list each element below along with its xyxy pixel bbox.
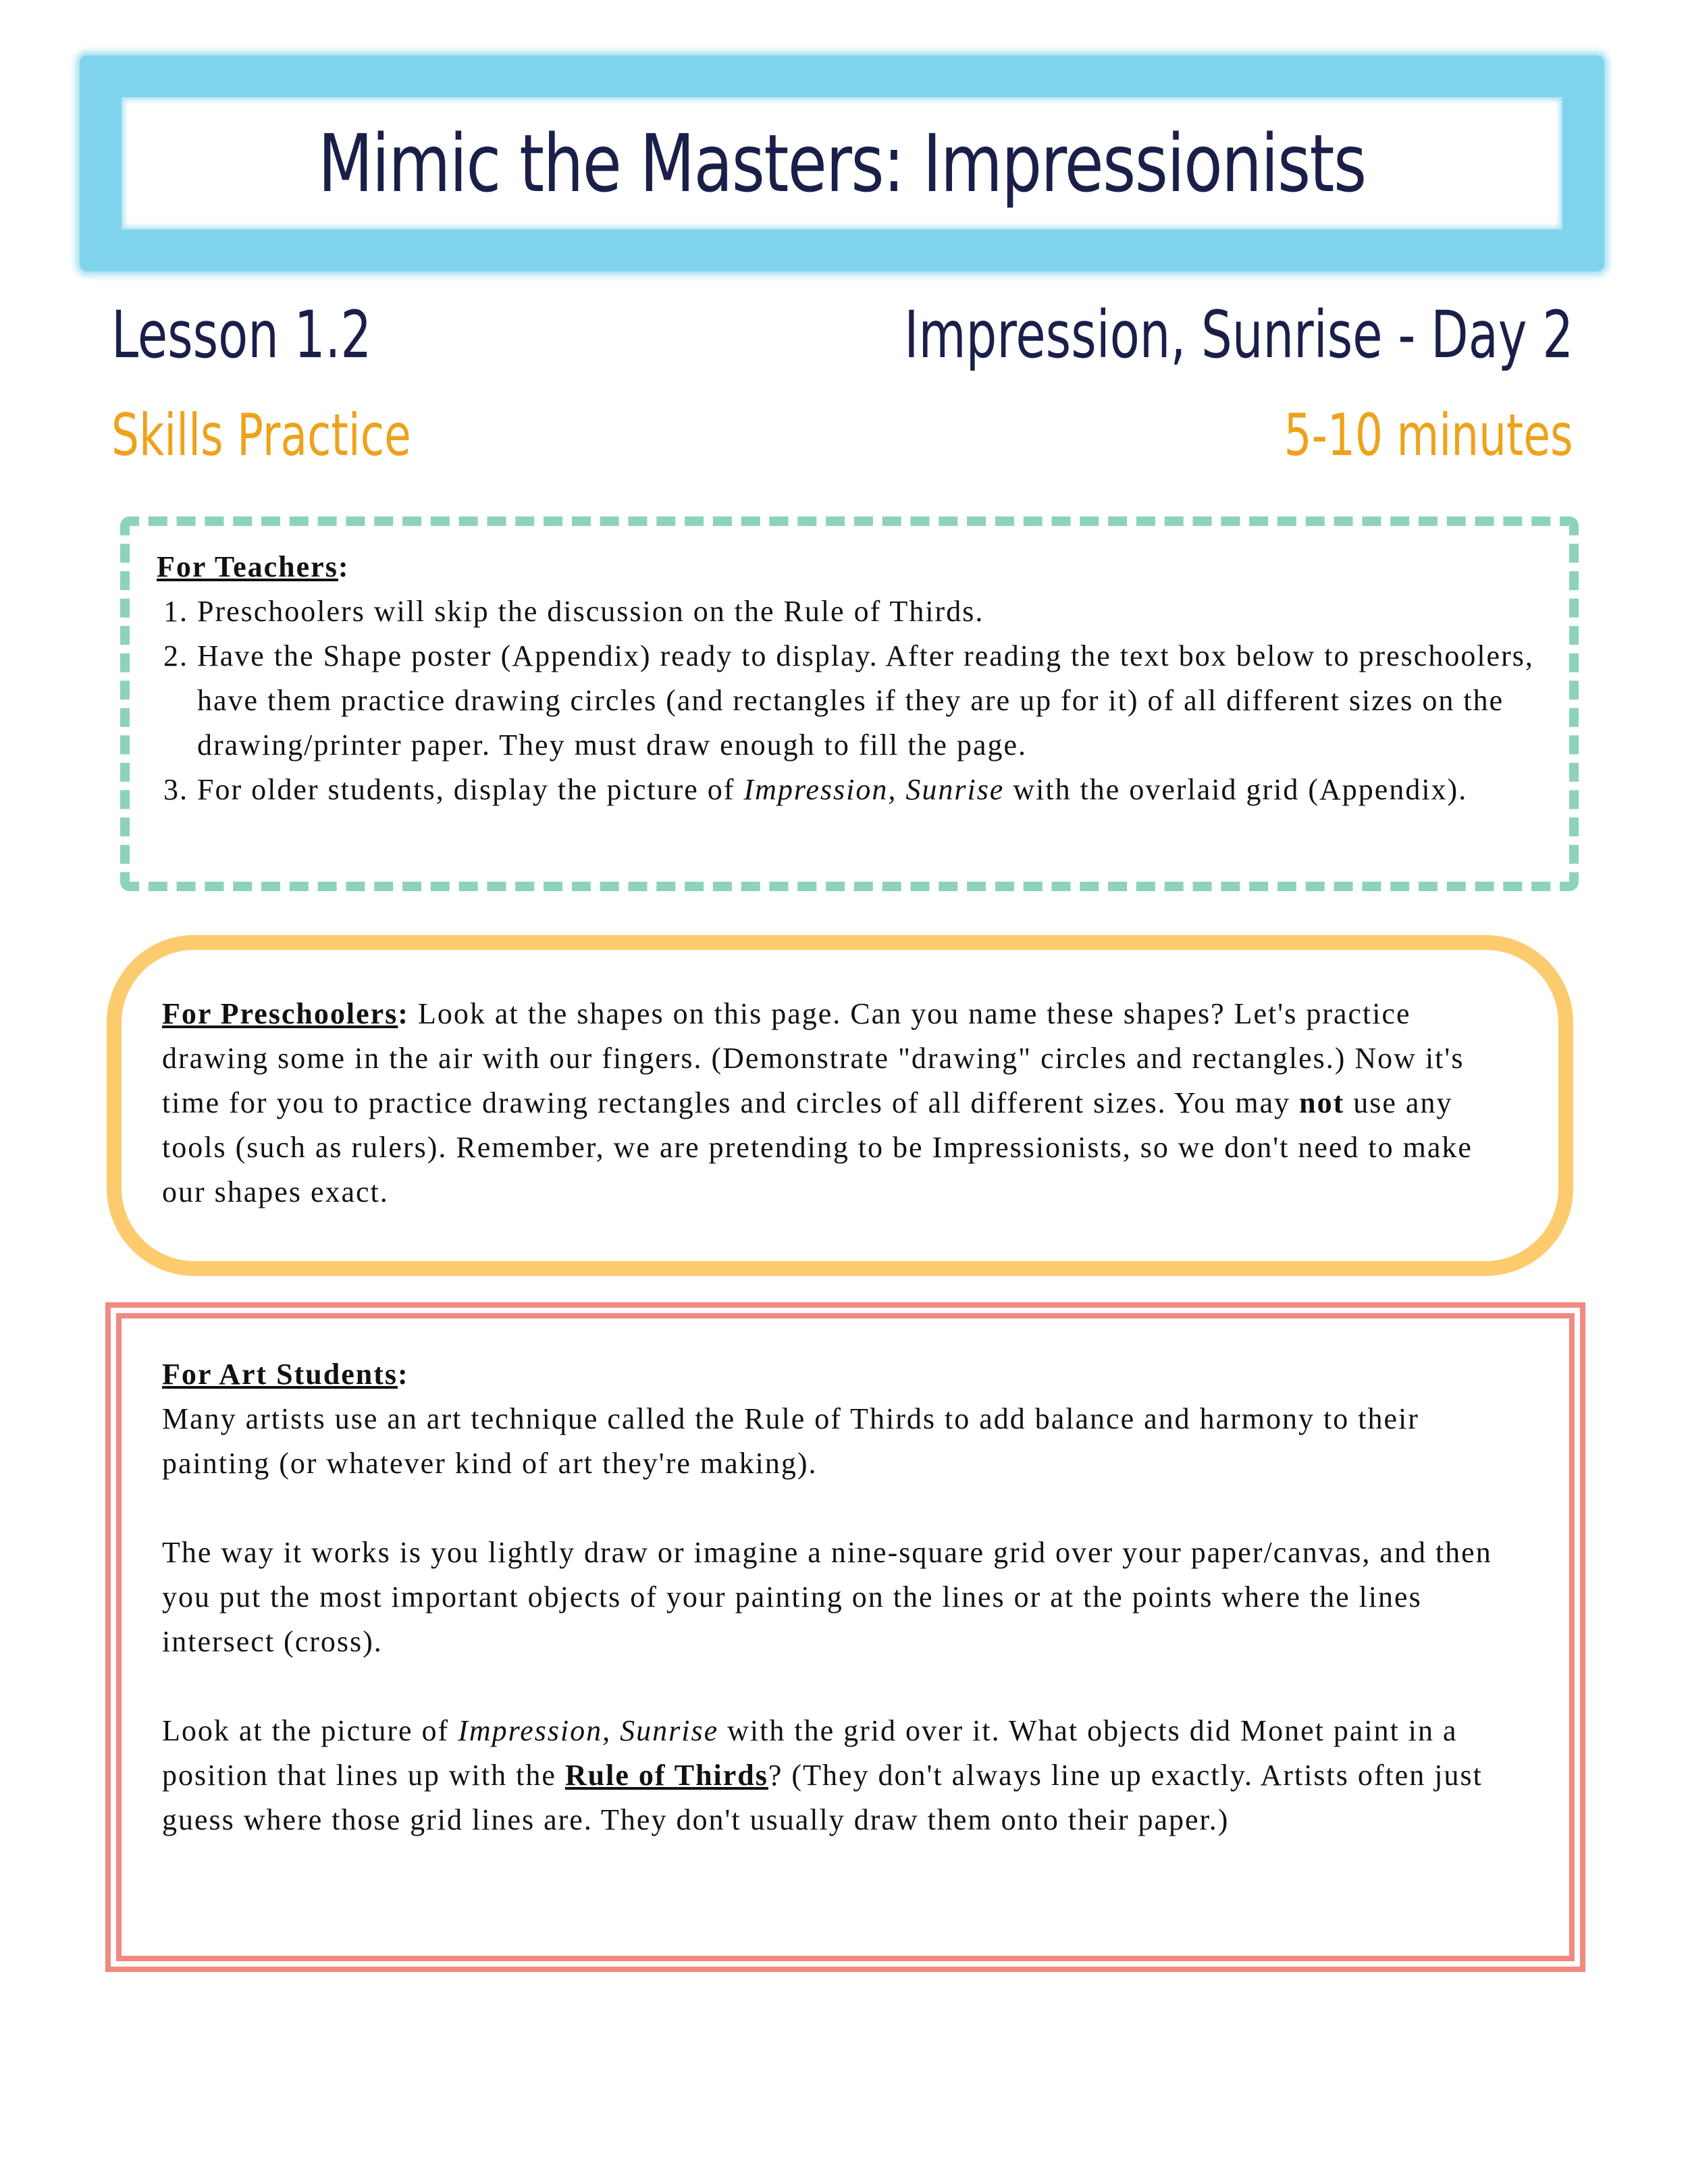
page-title: Mimic the Masters: Impressionists bbox=[318, 117, 1366, 210]
text: Look at the picture of bbox=[162, 1714, 458, 1747]
painting-title: Impression, Sunrise bbox=[743, 773, 1005, 806]
duration: 5-10 minutes bbox=[1284, 402, 1573, 469]
lesson-number: Lesson 1.2 bbox=[111, 297, 372, 373]
teachers-list bbox=[157, 589, 1542, 812]
paragraph: The way it works is you lightly draw or imagine a nine-square grid over your paper/canvas, and then you put the most important objects of your painting on the lines or at the points where the lines intersect (cross). bbox=[162, 1536, 1492, 1658]
preschoolers-box bbox=[107, 935, 1573, 1276]
list-item: 2. Have the Shape poster (Appendix) ready to display. After reading the text box below to preschoolers, have them practice drawing circles (and rectangles if they are up for it) of all different sizes on the drawing/printer paper. They must draw enough to fill the page. bbox=[197, 634, 1542, 768]
text: For older students, display the picture of bbox=[197, 773, 744, 806]
art-heading: For Art Students bbox=[162, 1358, 398, 1391]
list-item: 1. Preschoolers will skip the discussion on the Rule of Thirds. bbox=[197, 589, 1542, 634]
art-students-box bbox=[116, 1313, 1575, 1961]
paragraph: Many artists use an art technique called the Rule of Thirds to add balance and harmony to their painting (or whatever kind of art they're making). bbox=[162, 1402, 1419, 1480]
painting-day: Impression, Sunrise - Day 2 bbox=[904, 297, 1573, 373]
list-item bbox=[197, 768, 1542, 812]
colon: : bbox=[398, 997, 409, 1030]
text: with the overlaid grid (Appendix). bbox=[1004, 773, 1468, 806]
paragraph bbox=[162, 1709, 1529, 1842]
text: use any tools (such as rulers). Remember, we are pretending to be Impressionists, so we don't need to make our shapes exact. bbox=[162, 1086, 1473, 1208]
teachers-box bbox=[120, 516, 1579, 891]
section-label: Skills Practice bbox=[111, 402, 411, 469]
emphasis: not bbox=[1299, 1086, 1345, 1119]
preschoolers-heading: For Preschoolers bbox=[162, 997, 398, 1030]
text: ? (They don't always line up exactly. Artists often just guess where those grid lines are. They don't usually draw them onto their paper.) bbox=[162, 1759, 1483, 1836]
text: Look at the shapes on this page. Can you name these shapes? Let's practice drawing some in the air with our fingers. (Demonstrate "drawing" circles and rectangles.) Now it's time for you to practice drawing rectangles and circles of all different sizes. You may bbox=[162, 997, 1465, 1119]
text: with the grid over it. What objects did Monet paint in a position that lines up with the bbox=[162, 1714, 1458, 1792]
teachers-heading: For Teachers bbox=[157, 550, 338, 583]
colon: : bbox=[338, 550, 350, 583]
colon: : bbox=[397, 1358, 409, 1391]
rule-of-thirds-emphasis: Rule of Thirds bbox=[564, 1759, 768, 1792]
title-banner bbox=[80, 55, 1604, 271]
painting-title: Impression, Sunrise bbox=[458, 1714, 719, 1747]
